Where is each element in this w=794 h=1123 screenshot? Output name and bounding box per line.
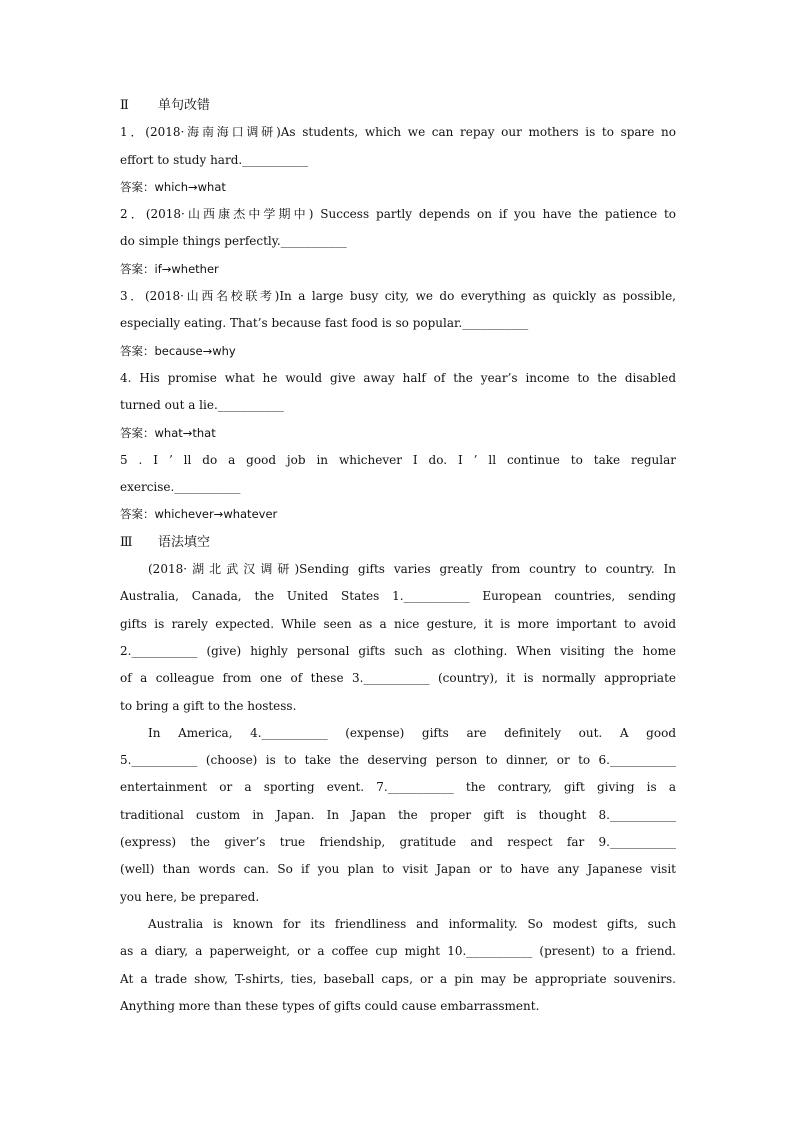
question-line: exercise.___________ (120, 480, 241, 495)
question-line: 2．(2018·山西康杰中学期中) Success partly depends on if you have the patience to (120, 207, 676, 222)
question-line: 5 . I ’ ll do a good job in whichever I do. I ’ ll continue to take regular (120, 452, 676, 467)
passage-line: Australia, Canada, the United States 1.___________ European countries, sending (120, 589, 676, 604)
passage-line: entertainment or a sporting event. 7.___________ the contrary, gift giving is a (120, 780, 676, 795)
passage-line: In America, 4.___________ (expense) gifts are definitely out. A good (148, 725, 676, 740)
question-line: 4. His promise what he would give away half of the year’s income to the disabled (120, 370, 676, 385)
passage-line: traditional custom in Japan. In Japan the proper gift is thought 8.___________ (120, 807, 676, 822)
passage-line: (express) the giver’s true friendship, gratitude and respect far 9.___________ (120, 835, 676, 850)
section-heading-grammar-fill (120, 529, 676, 556)
passage-line: At a trade show, T-shirts, ties, baseball caps, or a pin may be appropriate souvenirs. (120, 971, 676, 986)
passage-line: (well) than words can. So if you plan to visit Japan or to have any Japanese visit (120, 862, 676, 877)
passage-line: Australia is known for its friendliness and informality. So modest gifts, such (148, 916, 676, 931)
answer-line: 答案：because→why (120, 343, 236, 358)
passage-line: to bring a gift to the hostess. (120, 698, 297, 713)
question-line: turned out a lie.___________ (120, 398, 284, 413)
question-line: especially eating. That’s because fast food is so popular.___________ (120, 316, 529, 331)
section-heading-error-correction (120, 92, 676, 119)
question-line: 3．(2018·山西名校联考)In a large busy city, we do everything as quickly as possible, (120, 289, 676, 304)
question-line: 1．(2018·海南海口调研)As students, which we can repay our mothers is to spare no (120, 125, 676, 140)
section-title: 语法填空 (158, 534, 211, 550)
passage-line: of a colleague from one of these 3.___________ (country), it is normally appropriate (120, 671, 676, 686)
passage-line: 2.___________ (give) highly personal gifts such as clothing. When visiting the home (120, 643, 676, 658)
passage-line: (2018·湖北武汉调研)Sending gifts varies greatly from country to country. In (148, 562, 676, 577)
passage-line: gifts is rarely expected. While seen as a nice gesture, it is more important to avoid (120, 616, 676, 631)
passage-line: 5.___________ (choose) is to take the deserving person to dinner, or to 6.___________ (120, 753, 676, 768)
section-numeral: Ⅲ (120, 534, 133, 550)
answer-line: 答案：what→that (120, 425, 216, 440)
passage-line: as a diary, a paperweight, or a coffee cup might 10.___________ (present) to a friend. (120, 944, 676, 959)
question-line: do simple things perfectly.___________ (120, 234, 347, 249)
answer-line: 答案：which→what (120, 179, 226, 194)
section-numeral: Ⅱ (120, 98, 129, 113)
passage-line: you here, be prepared. (120, 889, 260, 904)
answer-line: 答案：whichever→whatever (120, 507, 278, 522)
answer-line: 答案：if→whether (120, 261, 219, 276)
document-page (120, 92, 676, 1020)
section-title: 单句改错 (158, 98, 211, 113)
passage-line: Anything more than these types of gifts could cause embarrassment. (120, 998, 540, 1013)
question-line: effort to study hard.___________ (120, 152, 309, 167)
